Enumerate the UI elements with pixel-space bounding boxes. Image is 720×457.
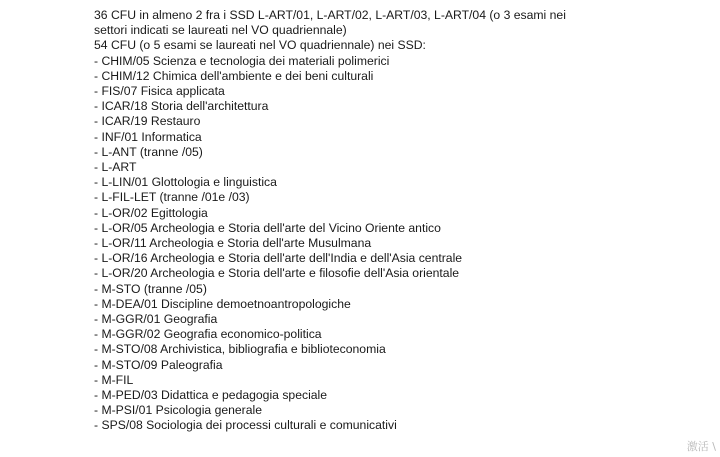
list-item: - ICAR/18 Storia dell'architettura [94, 99, 269, 114]
list-item: - M-PSI/01 Psicologia generale [94, 403, 263, 418]
intro-line: settori indicati se laureati nel VO quadriennale) [94, 23, 347, 38]
list-item: - SPS/08 Sociologia dei processi culturali e comunicativi [94, 418, 397, 433]
list-item: - M-PED/03 Didattica e pedagogia speciale [94, 388, 328, 403]
ssd-list [94, 54, 694, 434]
list-item: - L-ART [94, 160, 137, 175]
list-item: - L-OR/02 Egittologia [94, 205, 208, 220]
list-item: - CHIM/12 Chimica dell'ambiente e dei beni culturali [94, 68, 374, 83]
list-item: - L-OR/05 Archeologia e Storia dell'arte del Vicino Oriente antico [94, 220, 441, 235]
list-item: - M-DEA/01 Discipline demoetnoantropologiche [94, 296, 351, 311]
list-item: - INF/01 Informatica [94, 129, 202, 144]
list-item: - M-STO/09 Paleografia [94, 357, 223, 372]
intro-line: 54 CFU (o 5 esami se laureati nel VO quadriennale) nei SSD: [94, 38, 426, 53]
list-item: - L-OR/20 Archeologia e Storia dell'arte e filosofie dell'Asia orientale [94, 266, 460, 281]
list-item: - L-OR/16 Archeologia e Storia dell'arte dell'India e dell'Asia centrale [94, 251, 463, 266]
list-item: - FIS/07 Fisica applicata [94, 84, 225, 99]
list-item: - L-OR/11 Archeologia e Storia dell'arte Musulmana [94, 236, 372, 251]
list-item: - M-GGR/02 Geografia economico-politica [94, 327, 322, 342]
intro-line: 36 CFU in almeno 2 fra i SSD L-ART/01, L-ART/02, L-ART/03, L-ART/04 (o 3 esami nei [94, 8, 566, 22]
list-item: - ICAR/19 Restauro [94, 114, 201, 129]
document-body [94, 8, 694, 434]
list-item: - L-LIN/01 Glottologia e linguistica [94, 175, 277, 190]
list-item: - CHIM/05 Scienza e tecnologia dei materiali polimerici [94, 53, 390, 68]
list-item: - L-ANT (tranne /05) [94, 144, 203, 159]
list-item: - M-FIL [94, 372, 134, 387]
list-item: - M-STO (tranne /05) [94, 281, 207, 296]
watermark-text: 激活 \ [686, 440, 716, 453]
list-item: - M-STO/08 Archivistica, bibliografia e biblioteconomia [94, 342, 386, 357]
list-item: - M-GGR/01 Geografia [94, 312, 218, 327]
list-item: - L-FIL-LET (tranne /01e /03) [94, 190, 250, 205]
